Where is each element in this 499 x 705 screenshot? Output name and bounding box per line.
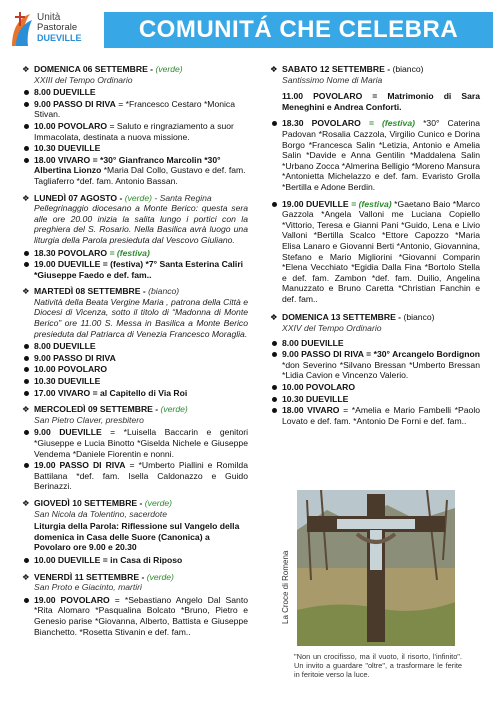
diamond-bullet-icon: ❖ xyxy=(22,192,30,203)
mass-item: 8.00 DUEVILLE xyxy=(270,338,480,349)
mass-item: 9.00 PASSO DI RIVA xyxy=(22,353,248,364)
mass-item: 10.00 POVOLARO = Saluto e ringraziamento a suor Immacolata, destinata a nuova missione. xyxy=(22,121,248,142)
mass-item: 18.00 VIVARO = *30° Gianfranco Marcolin *30° Albertina Lionzo *Maria Dal Collo, Gustavo e def. fam. Tagliaferro *def. fam. Antonio Bassan. xyxy=(22,155,248,187)
mass-item: 10.30 DUEVILLE xyxy=(270,394,480,405)
day-entry-tuesday-08: ❖ MARTEDÌ 08 SETTEMBRE - (bianco) Natività della Beata Vergine Maria , patrona della Città e Diocesi di Vicenza, sotto il titolo di “Madonna di Monte Berico” ore 11.00 S. Messa in Basilica a Monte Berico presieduta dal Patriarca di Venezia Francesco Moraglia. 8.00 DUEVILLE 9.00 PASSO DI RIVA 10.00 POVOLARO 10.30 DUEVILLE 17.00 VIVARO = al Capitello di Via Roi xyxy=(22,286,248,398)
day-entry-sunday-13: ❖ DOMENICA 13 SETTEMBRE - (bianco) XXIV del Tempo Ordinario 8.00 DUEVILLE 9.00 PASSO DI RIVA = *30° Arcangelo Bordignon *don Severino *Silvano Bressan *Umberto Bressan *Lidia Cavion e Vincenzo Valerio. 10.00 POVOLARO 10.30 DUEVILLE 18.00 VIVARO = *Amelia e Mario Fambelli *Paolo Lovato e def. fam. *Antonio De Forni e def. fam.. xyxy=(270,312,481,426)
day-entry-saturday-12: ❖ SABATO 12 SETTEMBRE - (bianco) Santissimo Nome di Maria 11.00 POVOLARO = Matrimonio di Sara Meneghini e Andrea Conforti. 18.30 POVOLARO = (festiva) *30° Caterina Padovan *Rosalia Cazzola, Virgilio Cunico e Dorina Borgo *Francesca Salin *Letizia, Antonio e Amelia Salin *Davide e Anna Gentilin *Maddalena Salin *Urbano Zocca *Almerina Belligio *Moreno Mansura *Antonietta Michelazzo e def. fam. Evaristo Grolla *Bertilla e Adone Berdin. 19.00 DUEVILLE = (festiva) *Gaetano Baio *Marco Gazzola *Angela Valloni me Luciana Copiello *Vittorio, Teresa e Gianni Pani *Guido, Lena e Livio Valloni *Bertilla Scalco *Ettore Capozzo *Maria Elisa Lanaro e Giovanni Berti *Antonio, Giovannina, Stefano e Mario Migliorini *Giovanni Comparin *Elena Vecchiato *Egidia Dalla Fina *Bortolo Stella e def. fam. Zambon *def. fam. Duilio, Angelina Manuzzato e Bruno Caretta *Christian Fanchin e def. fam.. xyxy=(270,64,480,304)
diamond-bullet-icon: ❖ xyxy=(270,312,278,323)
mass-item: 10.00 POVOLARO xyxy=(270,382,480,393)
diamond-bullet-icon: ❖ xyxy=(22,64,30,74)
photo-caption: "Non un crocifisso, ma il vuoto, il risorto, l'infinito". Un invito a guardare "oltre", a trasformare le ferite in feritoie verso la luce. xyxy=(294,652,462,679)
mass-item: 8.00 DUEVILLE xyxy=(22,341,248,352)
mass-item: 18.30 POVOLARO = (festiva) *30° Caterina Padovan *Rosalia Cazzola, Virgilio Cunico e Dorina Borgo *Francesca Salin *Letizia, Antonio e Amelia Salin *Davide e Anna Gentilin *Maddalena Salin *Urbano Zocca *Almerina Belligio *Moreno Mansura *Antonietta Michelazzo e def. fam. Evaristo Grolla *Bertilla e Adone Berdin. xyxy=(270,118,480,192)
mass-item: 10.00 DUEVILLE = in Casa di Riposo xyxy=(22,555,248,566)
diamond-bullet-icon: ❖ xyxy=(22,404,30,415)
diamond-bullet-icon: ❖ xyxy=(270,64,278,74)
day-entry-monday-07: ❖ LUNEDÌ 07 AGOSTO - (verde) - Santa Regina Pellegrinaggio diocesano a Monte Berico: questa sera alle ore 20.00 inizia la salita lungo i portici con la preghiera del S. Rosario. Nella Basilica avrà luogo una liturgia della Parola presieduta dal Vescovo Giuliano. 18.30 POVOLARO = (festiva) 19.00 DUEVILLE = (festiva) *7° Santa Esterina Caliri *Giuseppe Faedo e def. fam.. xyxy=(22,192,248,280)
page-title: COMUNITÁ CHE CELEBRA xyxy=(104,12,493,48)
photo-side-label xyxy=(270,506,298,626)
liturgy-notice: Liturgia della Parola: Riflessione sul Vangelo della domenica in Casa delle Suore (Canonica) a Povolaro ore 9.00 e 20.30 xyxy=(34,521,240,553)
mass-item: 19.00 PASSO DI RIVA = *Umberto Piallini e Romilda Battilana *def. fam. Isella Caldonazzo e Guido Berinazzi. xyxy=(22,460,248,492)
diamond-bullet-icon: ❖ xyxy=(22,571,30,582)
mass-item: 10.30 DUEVILLE xyxy=(22,143,248,154)
logo-mark-icon xyxy=(8,10,34,50)
mass-item: 10.00 POVOLARO xyxy=(22,364,248,375)
parish-logo xyxy=(6,8,98,52)
mass-item: 8.00 DUEVILLE xyxy=(22,87,248,98)
day-note: Pellegrinaggio diocesano a Monte Berico: questa sera alle ore 20.00 inizia la salita lungo i portici con la preghiera del S. Rosario. Nella Basilica avrà luogo una liturgia della Parola presieduta dal Vescovo Giuliano. xyxy=(34,203,248,245)
day-heading: DOMENICA 06 SETTEMBRE - xyxy=(34,64,154,74)
day-entry-sunday-06 xyxy=(22,64,248,187)
logo-line-1: Unità xyxy=(37,12,61,23)
mass-item: 19.00 DUEVILLE = (festiva) *Gaetano Baio *Marco Gazzola *Angela Valloni me Luciana Copiello *Vittorio, Teresa e Gianni Pani *Guido, Lena e Livio Valloni *Bertilla Scalco *Ettore Capozzo *Maria Elisa Lanaro e Giovanni Berti *Antonio, Giovannina, Stefano e Mario Migliorini *Giovanni Comparin *Elena Vecchiato *Egidia Dalla Fina *Bortolo Stella e def. fam. Zambon *def. fam. Duilio, Angelina Manuzzato e Bruno Caretta *Christian Fanchin e def. fam.. xyxy=(270,199,480,305)
mass-item: 10.30 DUEVILLE xyxy=(22,376,248,387)
mass-item: 17.00 VIVARO = al Capitello di Via Roi xyxy=(22,388,248,399)
left-column xyxy=(22,64,248,643)
day-entry-friday-11: ❖ VENERDÌ 11 SETTEMBRE - (verde) San Proto e Giacinto, martiri 19.00 POVOLARO = *Sebastiano Angelo Dal Santo *Rita Alomaro *Pasqualina Bolcato *Bruno, Pietro e Genesio parise *Giovanna, Alberto, Battista e Giuseppe Bianchetto. *Rosetta Stivanin e def. fam.. xyxy=(22,571,248,637)
mass-item: 18.30 POVOLARO = (festiva) xyxy=(22,248,248,259)
logo-line-3: DUEVILLE xyxy=(37,33,82,43)
right-column xyxy=(270,64,480,432)
mass-item: 9.00 PASSO DI RIVA = *30° Arcangelo Bordignon *don Severino *Silvano Bressan *Umberto Bressan *Lidia Cavion e Vincenzo Valerio. xyxy=(270,349,480,381)
day-note: Natività della Beata Vergine Maria , patrona della Città e Diocesi di Vicenza, sotto il titolo di “Madonna di Monte Berico” ore 11.00 S. Messa in Basilica a Monte Berico presieduta dal Patriarca di Venezia Francesco Moraglia. xyxy=(34,296,248,339)
liturgical-color: (verde) xyxy=(155,64,183,74)
photo-illustration xyxy=(297,490,455,646)
day-entry-wednesday-09: ❖ MERCOLEDÌ 09 SETTEMBRE - (verde) San Pietro Claver, presbitero 9.00 DUEVILLE = *Luisella Baccarin e genitori *Giuseppe e Lucia Binotto *Giselda Nichele e Giuseppe Vendema *Daniele Fiorentin e nonni. 19.00 PASSO DI RIVA = *Umberto Piallini e Romilda Battilana *def. fam. Isella Caldonazzo e Guido Berinazzi. xyxy=(22,404,249,492)
day-entry-thursday-10: ❖ GIOVEDÌ 10 SETTEMBRE - (verde) San Nicola da Tolentino, sacerdote Liturgia della Parola: Riflessione sul Vangelo della domenica in Casa delle Suore (Canonica) a Povolaro ore 9.00 e 20.30 10.00 DUEVILLE = in Casa di Riposo xyxy=(22,498,248,566)
mass-item: 18.00 VIVARO = *Amelia e Mario Fambelli *Paolo Lovato e def. fam. *Antonio De Forni e def. fam.. xyxy=(270,405,480,426)
cross-of-romena-photo xyxy=(297,490,455,646)
mass-item: 19.00 POVOLARO = *Sebastiano Angelo Dal Santo *Rita Alomaro *Pasqualina Bolcato *Bruno, Pietro e Genesio parise *Giovanna, Alberto, Battista e Giuseppe Bianchetto. *Rosetta Stivanin e def. fam.. xyxy=(22,595,248,637)
logo-line-2: Pastorale xyxy=(37,22,78,33)
mass-item: 9.00 PASSO DI RIVA = *Francesco Cestaro *Monica Stivan. xyxy=(22,99,248,120)
day-subtitle: XXIII del Tempo Ordinario xyxy=(34,74,133,85)
mass-item: 9.00 DUEVILLE = *Luisella Baccarin e genitori *Giuseppe e Lucia Binotto *Giselda Nichele e Giuseppe Vendema *Daniele Fiorentin e nonni. xyxy=(22,427,248,459)
svg-text:La Croce di Romena: La Croce di Romena xyxy=(281,550,290,624)
mass-item: 19.00 DUEVILLE = (festiva) *7° Santa Esterina Caliri *Giuseppe Faedo e def. fam.. xyxy=(22,259,248,280)
marriage-notice: 11.00 POVOLARO = Matrimonio di Sara Meneghini e Andrea Conforti. xyxy=(282,91,480,112)
diamond-bullet-icon: ❖ xyxy=(22,497,30,508)
diamond-bullet-icon: ❖ xyxy=(22,286,30,297)
